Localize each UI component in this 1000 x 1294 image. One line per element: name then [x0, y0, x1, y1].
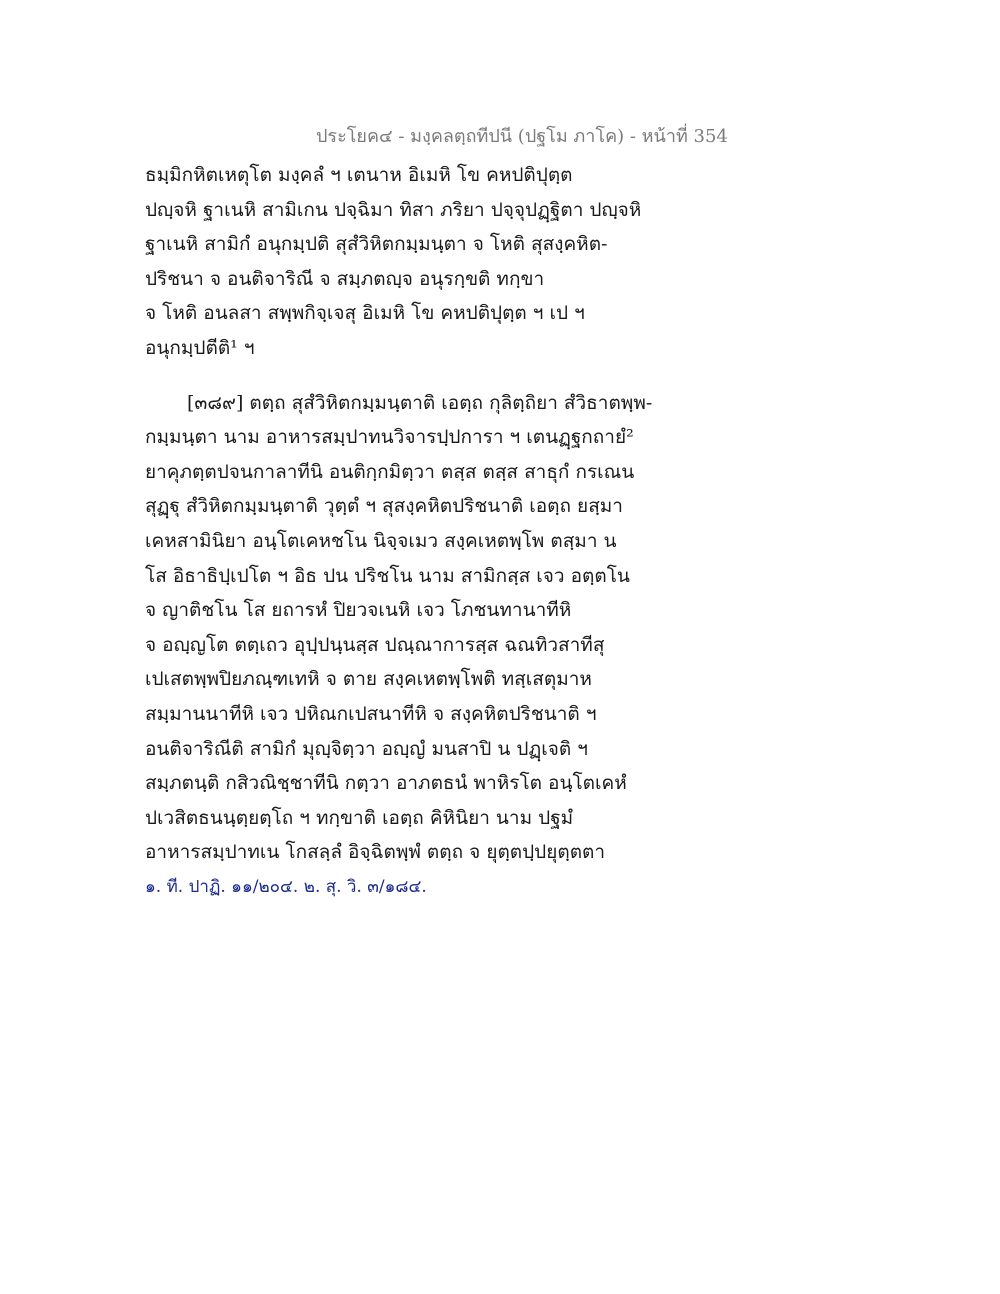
text-line: อาหารสมฺปาทเน โกสลฺลํ อิจฺฉิตพฺพํ ตตฺถ จ ยุตฺตปฺปยุตฺตตา — [145, 841, 606, 864]
text-line: ฐาเนหิ สามิกํ อนุกมฺปติ สุสํวิหิตกมฺมนฺตา จ โหติ สุสงฺคหิต- — [145, 233, 608, 256]
text-line: ปเวสิตธนนฺตฺยตฺโถ ฯ ทกฺขาติ เอตฺถ คิหินิยา นาม ปฐมํ — [145, 806, 574, 829]
text-line: สมฺมานนาทีหิ เจว ปหิณกเปสนาทีหิ จ สงฺคหิตปริชนาติ ฯ — [145, 702, 597, 725]
text-line: กมฺมนฺตา นาม อาหารสมฺปาทนวิจารปฺปการา ฯ เตนฏฺฐกถายํ² — [145, 426, 634, 449]
text-line: จ ญาติชโน โส ยถารหํ ปิยวจเนหิ เจว โภชนทานาทีหิ — [145, 599, 572, 622]
page-running-title: ประโยค๔ - มงฺคลตฺถทีปนี (ปฐโม ภาโค) - หน้าที่ 354 — [316, 126, 728, 147]
text-line: สมฺภตนฺติ กสิวณิชฺชาทีนิ กตฺวา อาภตธนํ พาหิรโต อนฺโตเคหํ — [145, 772, 627, 795]
paragraph-gap — [145, 366, 725, 386]
body-text — [145, 158, 725, 904]
footnotes: ๑. ที. ปาฏิ. ๑๑/๒๐๔. ๒. สุ. วิ. ๓/๑๘๔. — [145, 876, 427, 897]
text-line: จ โหติ อนลสา สพฺพกิจฺเจสุ อิเมหิ โข คหปติปุตฺต ฯ เป ฯ — [145, 302, 585, 325]
text-line: ยาคุภตฺตปจนกาลาทีนิ อนติกฺกมิตฺวา ตสฺส ตสฺส สาธุกํ กรเณน — [145, 460, 635, 483]
text-line: โส อิธาธิปฺเปโต ฯ อิธ ปน ปริชโน นาม สามิกสฺส เจว อตฺตโน — [145, 564, 630, 587]
paragraph-start-line: [๓๘๙] ตตฺถ สุสํวิหิตกมฺมนฺตาติ เอตฺถ กุลิตฺถิยา สํวิธาตพฺพ- — [187, 391, 653, 414]
text-line: เคหสามินิยา อนฺโตเคหชโน นิจฺจเมว สงฺคเหตพฺโพ ตสฺมา น — [145, 529, 617, 552]
text-line: ธมฺมิกหิตเหตุโต มงฺคลํ ฯ เตนาห อิเมหิ โข คหปติปุตฺต — [145, 164, 573, 186]
text-line: จ อญฺญโต ตตฺเถว อุปฺปนฺนสฺส ปณฺณาการสฺส ฉณทิวสาทีสุ — [145, 633, 605, 656]
text-line: อนุกมฺปตีติ¹ ฯ — [145, 336, 255, 359]
text-line: เปเสตพฺพปิยภณฺฑเทหิ จ ตาย สงฺคเหตพฺโพติ ทสฺเสตุมาห — [145, 668, 592, 691]
text-line: ปริชนา จ อนติจาริณี จ สมฺภตญฺจ อนุรกฺขติ ทกฺขา — [145, 267, 545, 290]
text-line: ปญฺจหิ ฐาเนหิ สามิเกน ปจฺฉิมา ทิสา ภริยา ปจฺจุปฏฺฐิตา ปญฺจหิ — [145, 198, 642, 221]
text-line: สุฏฺฐุ สํวิหิตกมฺมนฺตาติ วุตฺตํ ฯ สุสงฺคหิตปริชนาติ เอตฺถ ยสฺมา — [145, 495, 623, 518]
text-line: อนติจาริณีติ สามิกํ มุญฺจิตฺวา อญฺญํ มนสาปิ น ปฏฺเจติ ฯ — [145, 737, 588, 760]
